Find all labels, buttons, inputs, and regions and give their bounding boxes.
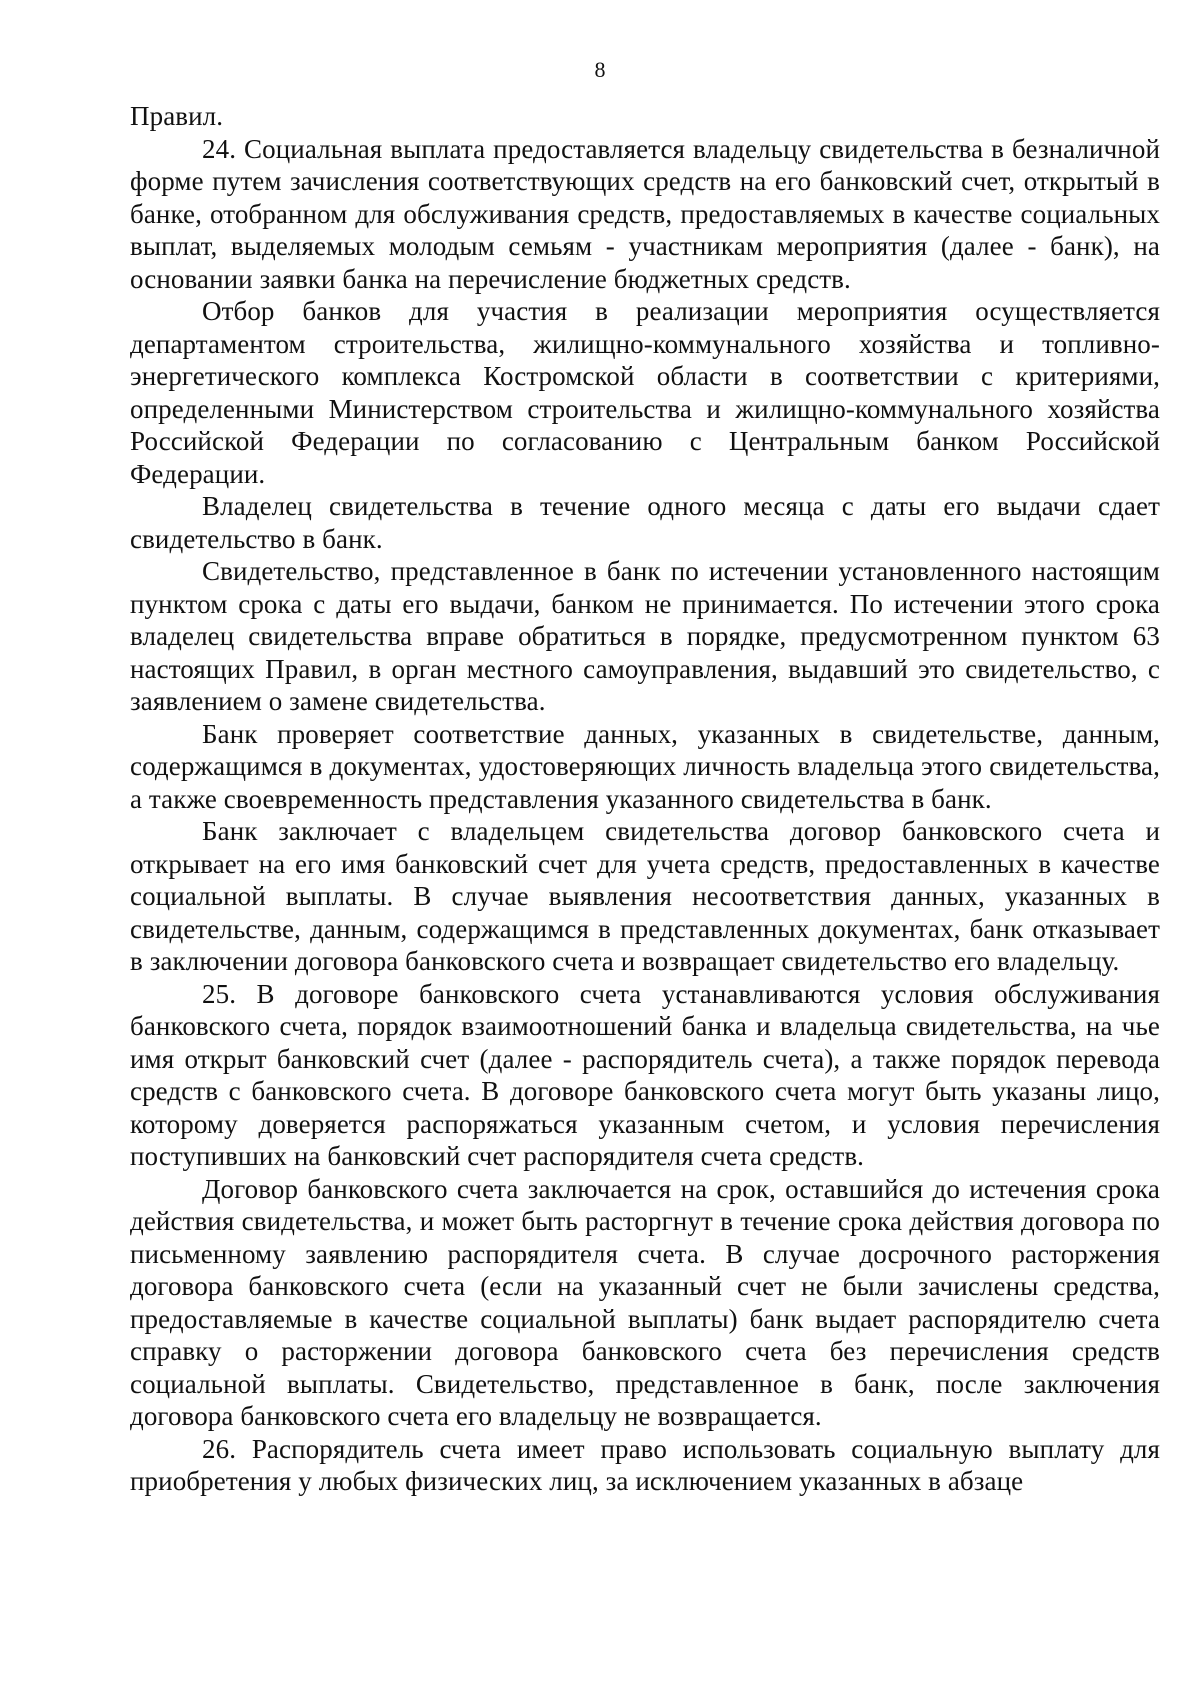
paragraph-contract-term: Договор банковского счета заключается на срок, оставшийся до истечения срока действия свидетельства, и может быть расторгнут в течение срока действия договора по письменному заявлению распорядителя счета. В случае досрочного расторжения договора банковского счета (если на указанный счет не были зачислены средства, предоставляемые в качестве социальной выплаты) банк выдает распорядителю счета справку о расторжении договора банковского счета без перечисления средств социальной выплаты. Свидетельство, представленное в банк, после заключения договора банковского счета его владельцу не возвращается. bbox=[130, 1173, 1160, 1431]
page-number: 8 bbox=[594, 57, 606, 82]
paragraph-continuation: Правил. bbox=[130, 101, 224, 131]
paragraph-item-26: 26. Распорядитель счета имеет право использовать социальную выплату для приобретения у любых физических лиц, за исключением указанных в абзаце bbox=[130, 1433, 1160, 1496]
paragraph-bank-selection: Отбор банков для участия в реализации мероприятия осуществляется департаментом строительства, жилищно-коммунального хозяйства и топливно-энергетического комплекса Костромской области в соответствии с критериями, определенными Министерством строительства и жилищно-коммунального хозяйства Российской Федерации по согласованию с Центральным банком Российской Федерации. bbox=[130, 296, 1160, 489]
paragraph-submission-deadline: Владелец свидетельства в течение одного месяца с даты его выдачи сдает свидетельство в банк. bbox=[130, 491, 1160, 554]
paragraph-item-25: 25. В договоре банковского счета устанавливаются условия обслуживания банковского счета, порядок взаимоотношений банка и владельца свидетельства, на чье имя открыт банковский счет (далее - распорядитель счета), а также порядок перевода средств с банковского счета. В договоре банковского счета могут быть указаны лицо, которому доверяется распоряжаться указанным счетом, и условия перечисления поступивших на банковский счет распорядителя счета средств. bbox=[130, 978, 1160, 1171]
paragraph-account-opening: Банк заключает с владельцем свидетельства договор банковского счета и открывает на его имя банковский счет для учета средств, предоставленных в качестве социальной выплаты. В случае выявления несоответствия данных, указанных в свидетельстве, данным, содержащимся в представленных документах, банк отказывает в заключении договора банковского счета и возвращает свидетельство его владельцу. bbox=[130, 816, 1160, 976]
paragraph-late-submission: Свидетельство, представленное в банк по истечении установленного настоящим пунктом срока с даты его выдачи, банком не принимается. По истечении этого срока владелец свидетельства вправе обратиться в порядке, предусмотренном пунктом 63 настоящих Правил, в орган местного самоуправления, выдавший это свидетельство, с заявлением о замене свидетельства. bbox=[130, 556, 1160, 716]
paragraph-bank-verification: Банк проверяет соответствие данных, указанных в свидетельстве, данным, содержащимся в документах, удостоверяющих личность владельца этого свидетельства, а также своевременность представления указанного свидетельства в банк. bbox=[130, 718, 1160, 814]
document-body bbox=[130, 100, 1160, 1498]
paragraph-item-24: 24. Социальная выплата предоставляется владельцу свидетельства в безналичной форме путем зачисления соответствующих средств на его банковский счет, открытый в банке, отобранном для обслуживания средств, предоставляемых в качестве социальных выплат, выделяемых молодым семьям - участникам мероприятия (далее - банк), на основании заявки банка на перечисление бюджетных средств. bbox=[130, 133, 1160, 294]
